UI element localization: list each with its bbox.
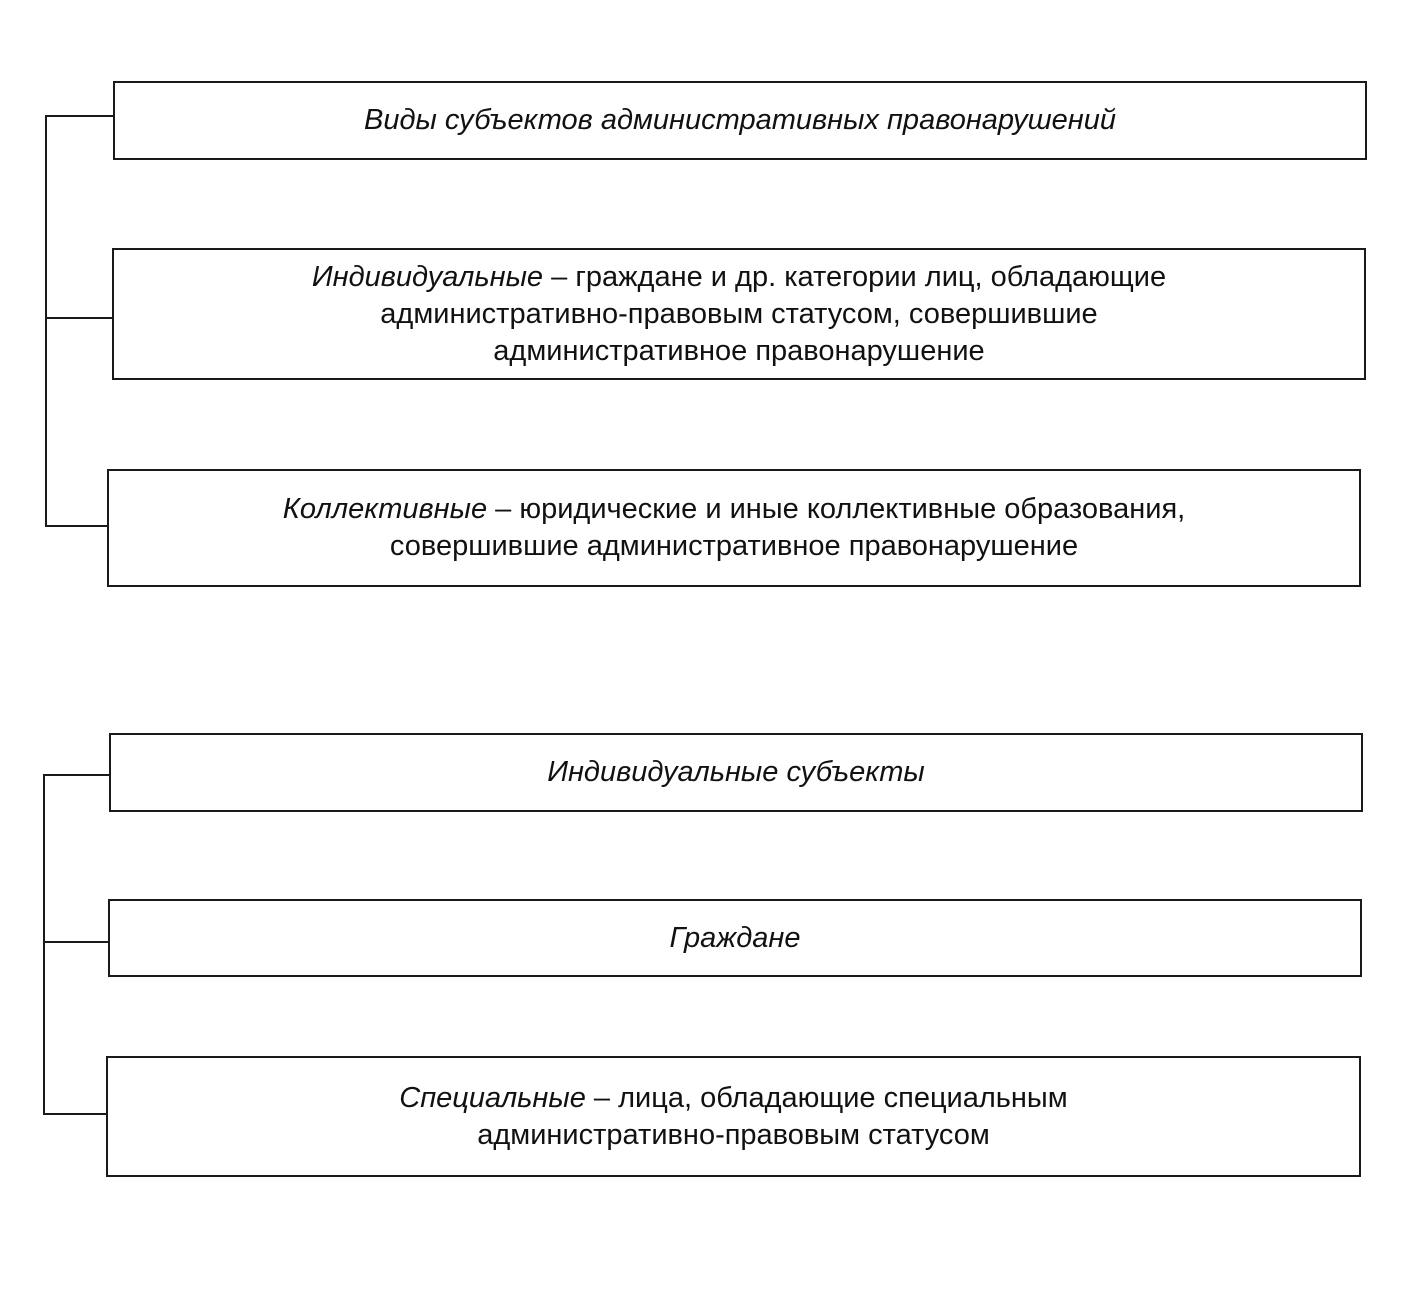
collective-sep: – — [487, 493, 520, 525]
group2-header-text: Индивидуальные субъекты — [547, 756, 925, 788]
individual-sep: – — [543, 260, 576, 293]
special-line2: административно-правовым статусом — [477, 1118, 990, 1151]
group1-header-box — [113, 81, 1367, 160]
individual-line2: административно-правовым статусом, совершившие — [380, 297, 1098, 330]
individual-term: Индивидуальные — [311, 260, 544, 293]
group2-connector-citizens — [43, 941, 109, 943]
individual-subjects-box — [112, 248, 1366, 380]
group2-connector-special — [43, 1113, 107, 1115]
group1-header-text: Виды субъектов административных правонарушений — [363, 104, 1116, 136]
group1-connector-individual — [45, 317, 113, 319]
collective-subjects-text — [283, 491, 1185, 565]
special-subjects-box — [106, 1056, 1361, 1177]
collective-subjects-box — [107, 469, 1361, 587]
collective-line1: юридические и иные коллективные образования, — [519, 493, 1186, 525]
special-sep: – — [585, 1081, 619, 1114]
group2-bracket-vertical — [43, 774, 45, 1115]
individual-line1: граждане и др. категории лиц, обладающие — [575, 260, 1167, 293]
individual-line3: административное правонарушение — [493, 334, 985, 367]
collective-line2: совершившие административное правонарушение — [389, 530, 1079, 562]
group2-connector-header — [43, 774, 110, 776]
citizens-text: Граждане — [669, 921, 801, 954]
group1-bracket-vertical — [45, 115, 47, 527]
group1-connector-header — [45, 115, 114, 117]
special-term: Специальные — [399, 1081, 586, 1114]
special-line1: лица, обладающие специальным — [618, 1081, 1068, 1114]
group2-header-box — [109, 733, 1363, 812]
group1-connector-collective — [45, 525, 108, 527]
special-subjects-text — [399, 1080, 1067, 1154]
individual-subjects-text — [312, 259, 1166, 370]
collective-term: Коллективные — [282, 493, 488, 525]
citizens-box — [108, 899, 1362, 977]
